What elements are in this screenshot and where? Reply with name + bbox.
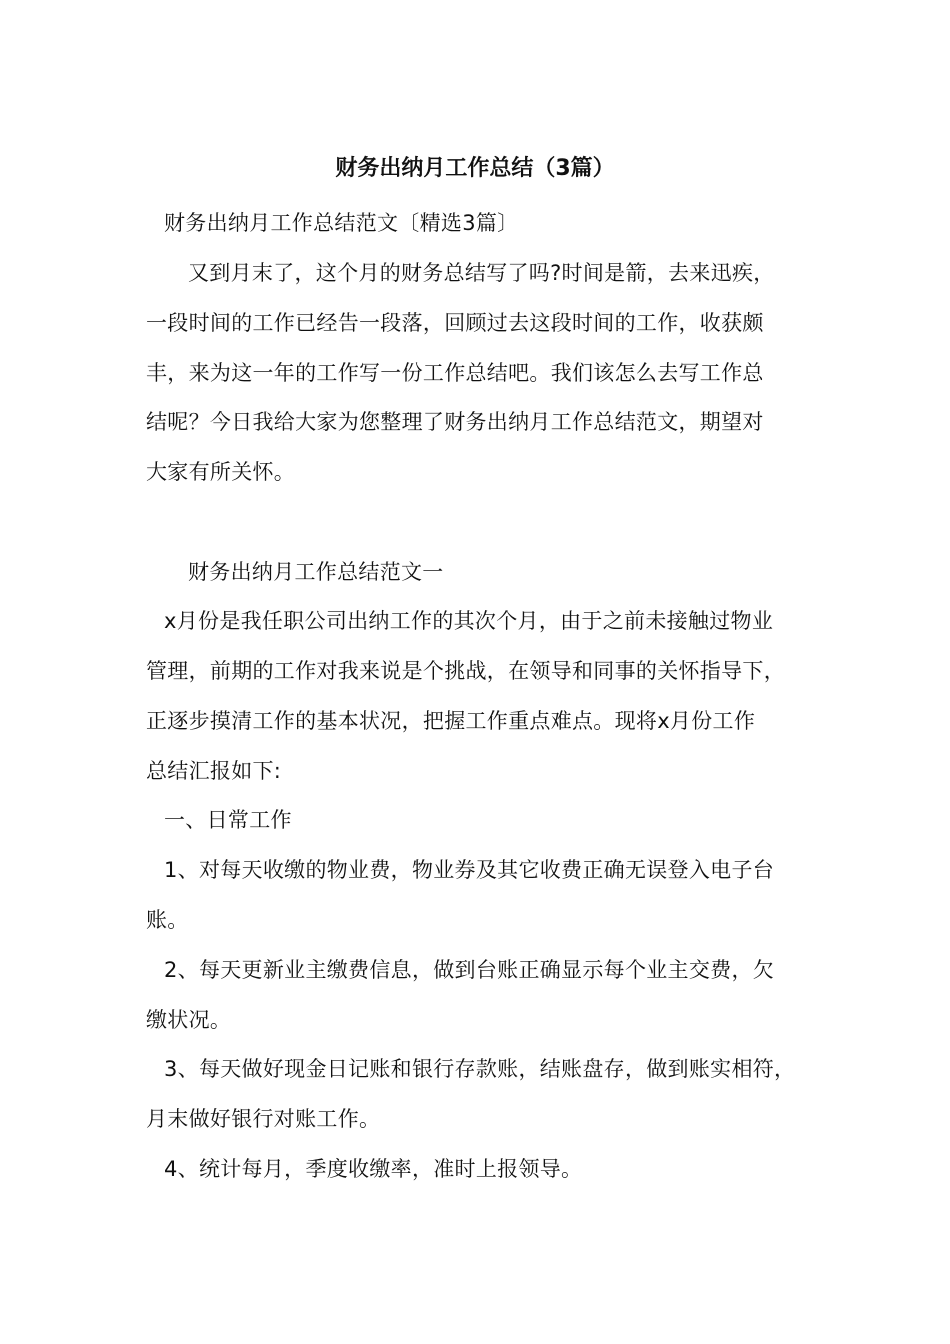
intro-line: 结呢？今日我给大家为您整理了财务出纳月工作总结范文，期望对 [146,410,764,434]
intro-line: 丰，来为这一年的工作写一份工作总结吧。我们该怎么去写工作总 [146,361,764,385]
list-item-line: 3、每天做好现金日记账和银行存款账，结账盘存，做到账实相符， [164,1057,796,1081]
list-item-line: 月末做好银行对账工作。 [146,1107,381,1131]
section-intro-line: 管理，前期的工作对我来说是个挑战，在领导和同事的关怀指导下， [146,659,785,683]
section-intro-line: x月份是我任职公司出纳工作的其次个月，由于之前未接触过物业 [164,609,774,633]
section-intro-line: 总结汇报如下: [146,759,282,783]
list-item-line: 账。 [146,908,189,932]
document-subtitle: 财务出纳月工作总结范文〔精选3篇〕 [164,211,519,235]
list-item-line: 4、统计每月，季度收缴率，准时上报领导。 [164,1157,583,1181]
intro-line: 大家有所关怀。 [146,460,296,484]
subsection-heading: 一、日常工作 [164,808,292,832]
intro-line: 又到月末了，这个月的财务总结写了吗?时间是箭，去来迅疾， [188,261,775,285]
section-heading: 财务出纳月工作总结范文一 [188,560,444,584]
list-item-line: 缴状况。 [146,1008,232,1032]
document-title: 财务出纳月工作总结（3篇） [335,156,615,181]
intro-line: 一段时间的工作已经告一段落，回顾过去这段时间的工作，收获颇 [146,311,764,335]
section-intro-line: 正逐步摸清工作的基本状况，把握工作重点难点。现将x月份工作 [146,709,756,733]
list-item-line: 2、每天更新业主缴费信息，做到台账正确显示每个业主交费，欠 [164,958,775,982]
list-item-line: 1、对每天收缴的物业费，物业券及其它收费正确无误登入电子台 [164,858,775,882]
